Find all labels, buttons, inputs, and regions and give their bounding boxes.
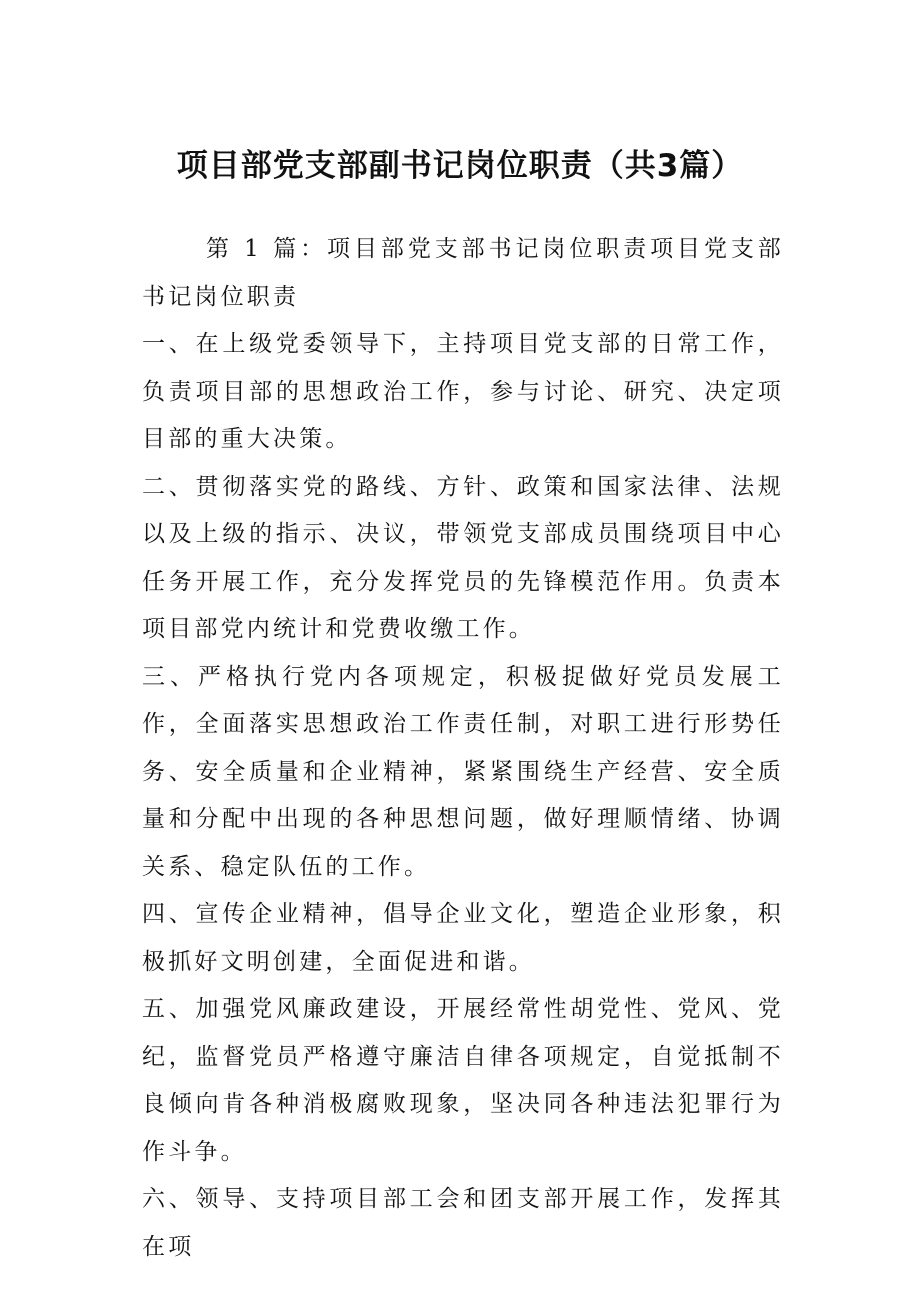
paragraph-item-5: 五、加强党风廉政建设，开展经常性胡党性、党风、党纪，监督党员严格遵守廉洁自律各项规定，自觉抵制不良倾向肯各种消极腐败现象，坚决同各种违法犯罪行为作斗争。 [142,996,784,1165]
document-body [142,226,784,1271]
paragraph-item-3: 三、严格执行党内各项规定，积极捉做好党员发展工作，全面落实思想政治工作责任制，对职工进行形势任务、安全质量和企业精神，紧紧围绕生产经营、安全质量和分配中出现的各种思想问题，做好理顺情绪、协调关系、稳定队伍的工作。 [142,663,784,880]
document-title: 项目部党支部副书记岗位职责（共3篇） [176,148,744,184]
paragraph-item-6: 六、领导、支持项目部工会和团支部开展工作，发挥其在项 [142,1186,784,1260]
paragraph-intro: 第 1 篇：项目部党支部书记岗位职责项目党支部书记岗位职责 [142,236,784,310]
paragraph-item-1: 一、在上级党委领导下，主持项目党支部的日常工作，负责项目部的思想政治工作，参与讨论、研究、决定项目部的重大决策。 [142,331,784,452]
paragraph-item-4: 四、宣传企业精神，倡导企业文化，塑造企业形象，积极抓好文明创建，全面促进和谐。 [142,901,784,975]
paragraph-item-2: 二、贯彻落实党的路线、方针、政策和国家法律、法规以及上级的指示、决议，带领党支部成员围绕项目中心任务开展工作，充分发挥党员的先锋模范作用。负责本项目部党内统计和党费收缴工作。 [142,473,784,642]
